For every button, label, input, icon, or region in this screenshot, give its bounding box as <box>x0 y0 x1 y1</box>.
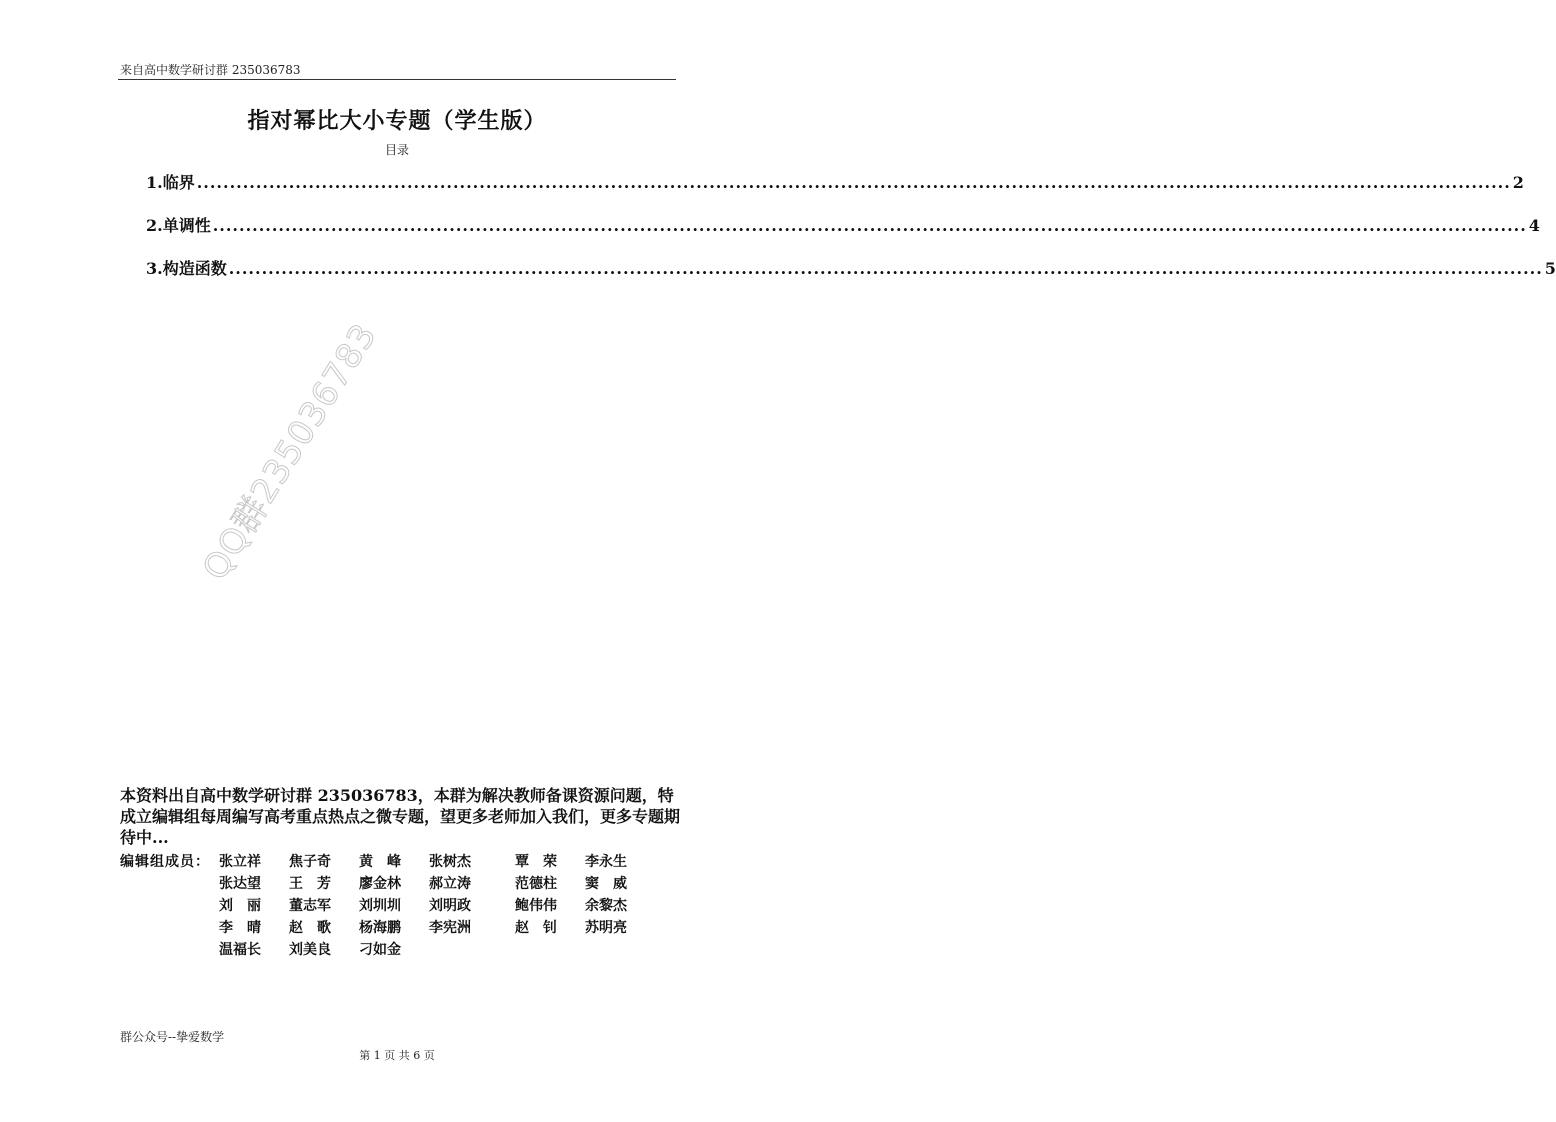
toc-item-label: 3.构造函数 <box>146 259 227 278</box>
editor-name: 张树杰 <box>429 854 471 870</box>
toc-heading: 目录 <box>384 143 409 157</box>
editor-name: 黄 峰 <box>359 854 401 870</box>
editors-label: 编辑组成员： <box>120 854 210 870</box>
toc-item-label: 2.单调性 <box>146 216 211 235</box>
toc-item-3[interactable] <box>146 256 1556 278</box>
editor-name: 刘 丽 <box>219 898 261 914</box>
editors-list <box>219 851 655 961</box>
editor-name: 李 晴 <box>219 920 261 936</box>
editor-name: 赵 歌 <box>289 920 331 936</box>
editor-name: 李永生 <box>585 854 627 870</box>
toc-item-2[interactable] <box>146 213 1540 235</box>
editor-name: 苏明亮 <box>585 920 627 936</box>
editor-name: 董志军 <box>289 898 331 914</box>
editor-name: 王 芳 <box>289 876 331 892</box>
header-text: 来自高中数学研讨群 235036783 <box>120 63 301 77</box>
table-of-contents <box>146 170 1556 299</box>
editor-name: 李宪洲 <box>429 920 471 936</box>
editor-name: 范德柱 <box>515 876 557 892</box>
intro-paragraph: 本资料出自高中数学研讨群 235036783，本群为解决教师备课资源问题，特成立编辑组每周编写高考重点热点之微专题，望更多老师加入我们，更多专题期待中... <box>120 786 681 847</box>
toc-leader-dots: ........................................................................................................................................................................................................ <box>228 259 1543 278</box>
page-number: 第 1 页 共 6 页 <box>359 1049 435 1062</box>
toc-item-page: 2 <box>1512 173 1524 192</box>
toc-item-label: 1.临界 <box>146 173 195 192</box>
editor-name: 赵 钊 <box>515 920 557 936</box>
editor-name: 刘美良 <box>289 942 331 958</box>
editor-name: 杨海鹏 <box>359 920 401 936</box>
toc-item-1[interactable] <box>146 170 1524 192</box>
editor-name: 鲍伟伟 <box>515 898 557 914</box>
document-title: 指对幂比大小专题（学生版） <box>247 108 547 134</box>
editor-name: 温福长 <box>219 942 261 958</box>
header-divider <box>118 79 676 80</box>
editor-name: 窦 威 <box>585 876 627 892</box>
editor-name: 张立祥 <box>219 854 261 870</box>
watermark: QQ群235036783 <box>195 316 385 588</box>
editor-name: 余黎杰 <box>585 898 627 914</box>
editor-name: 刁如金 <box>359 942 401 958</box>
editor-name: 张达望 <box>219 876 261 892</box>
editor-name: 覃 荣 <box>515 854 557 870</box>
editor-name <box>515 939 585 961</box>
editor-name: 焦子奇 <box>289 854 331 870</box>
toc-leader-dots: ........................................................................................................................................................................................................ <box>196 173 1511 192</box>
editor-name <box>429 939 515 961</box>
editor-name <box>585 939 655 961</box>
toc-item-page: 5 <box>1544 259 1556 278</box>
footer-left-text: 群公众号--挚爱数学 <box>120 1030 225 1044</box>
toc-item-page: 4 <box>1528 216 1540 235</box>
editor-name: 刘明政 <box>429 898 471 914</box>
editor-name: 郝立涛 <box>429 876 471 892</box>
editor-name: 廖金林 <box>359 876 401 892</box>
editor-name: 刘圳圳 <box>359 898 401 914</box>
toc-leader-dots: ........................................................................................................................................................................................................ <box>212 216 1527 235</box>
